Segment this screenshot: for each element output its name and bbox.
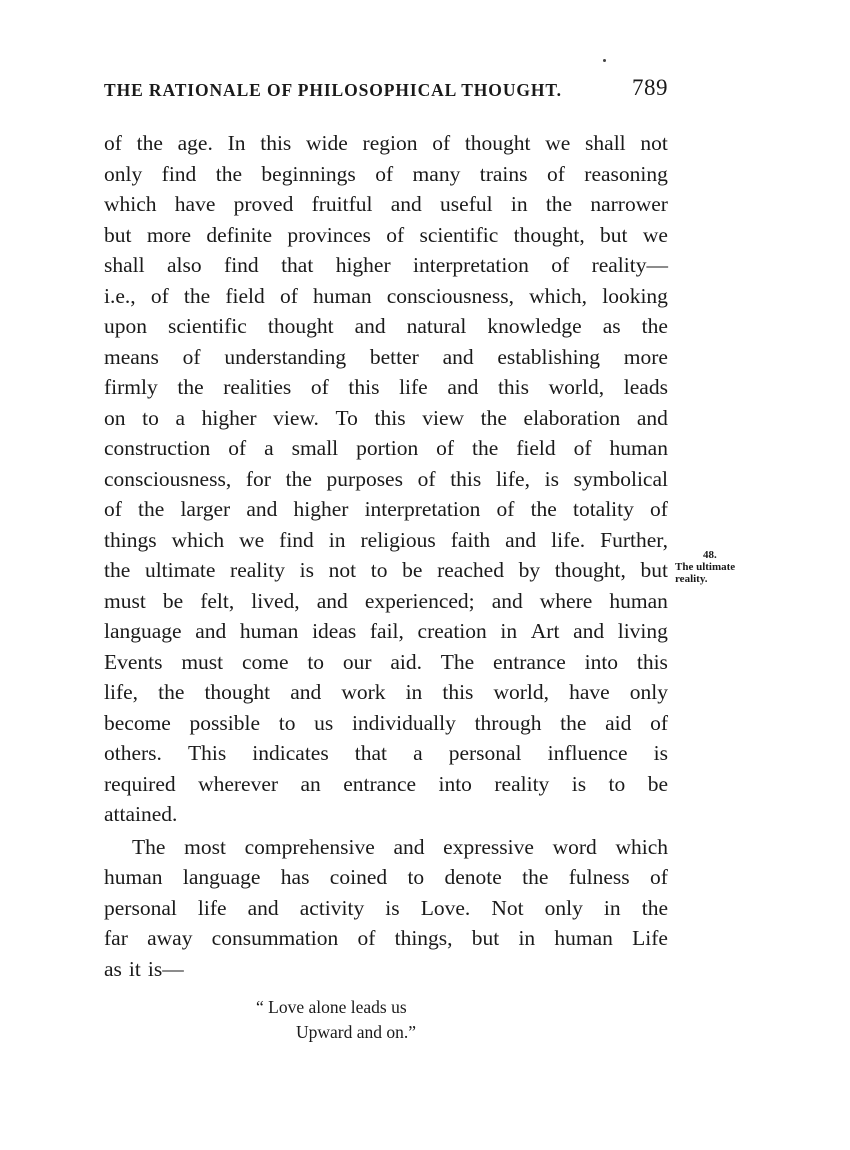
word: in xyxy=(500,619,518,643)
word: shall xyxy=(104,253,145,277)
word: thought, xyxy=(513,222,585,247)
word: living xyxy=(617,619,668,643)
word: in xyxy=(405,680,423,704)
word: the xyxy=(136,131,163,155)
word: thought xyxy=(267,314,334,338)
word: and xyxy=(246,497,278,521)
word: reasoning xyxy=(584,161,668,186)
word: life, xyxy=(104,680,139,704)
text-line xyxy=(104,647,668,678)
word: and xyxy=(505,527,537,552)
word: elaboration xyxy=(523,405,621,430)
text-line xyxy=(104,342,668,373)
word: not xyxy=(640,131,668,155)
word: the xyxy=(472,436,499,460)
word: this xyxy=(442,680,474,704)
word: this xyxy=(348,375,380,399)
text-line xyxy=(104,281,668,312)
word: far xyxy=(104,926,128,950)
word: a xyxy=(175,405,185,430)
word: world, xyxy=(493,680,550,704)
word: useful xyxy=(440,192,493,216)
word: as xyxy=(104,956,122,981)
word: entrance xyxy=(343,771,417,796)
word: of xyxy=(417,466,436,491)
word: of xyxy=(496,497,515,521)
word: life. xyxy=(551,527,586,552)
word: come xyxy=(241,649,289,674)
word: of xyxy=(279,283,298,308)
word: field xyxy=(516,436,556,460)
word: consciousness, xyxy=(104,466,232,491)
word: human xyxy=(104,865,163,889)
word: indicates xyxy=(252,741,329,765)
word: and xyxy=(442,344,474,369)
word: wide xyxy=(306,131,348,155)
word: away xyxy=(147,926,193,950)
word: by xyxy=(518,558,541,582)
text-line xyxy=(104,799,668,830)
word: faith xyxy=(450,527,491,552)
word: work xyxy=(341,680,386,704)
word: Not xyxy=(491,895,524,920)
margin-note xyxy=(675,549,765,585)
word: life xyxy=(197,895,227,920)
verse-line: “ Love alone leads us xyxy=(256,997,407,1017)
word: an xyxy=(300,771,321,796)
word: human xyxy=(609,436,668,460)
word: our xyxy=(342,649,372,674)
word: shall xyxy=(585,131,626,155)
word: region xyxy=(362,131,418,155)
word: and xyxy=(247,895,279,920)
word: this xyxy=(497,375,530,399)
word: and xyxy=(390,192,422,216)
word: where xyxy=(539,588,593,613)
word: means xyxy=(104,344,159,369)
word: more xyxy=(146,222,191,247)
word: of xyxy=(551,253,570,277)
word: larger xyxy=(180,497,231,521)
word: things xyxy=(104,527,157,552)
word: entrance xyxy=(493,649,566,674)
text-line xyxy=(104,372,668,403)
word: the xyxy=(285,466,312,491)
word: aid xyxy=(605,710,632,735)
word: which, xyxy=(529,283,588,308)
text-line xyxy=(104,586,668,617)
word: fail, xyxy=(369,619,404,643)
word: understanding xyxy=(224,344,347,369)
margin-note-number: 48. xyxy=(703,549,717,561)
word: we xyxy=(239,527,265,552)
word: of xyxy=(436,436,455,460)
text-line xyxy=(104,494,668,525)
word: of xyxy=(650,497,668,521)
word: looking xyxy=(602,283,668,308)
word: have xyxy=(569,680,610,704)
word: of xyxy=(104,497,122,521)
word: interpretation xyxy=(364,497,481,521)
page-number: 789 xyxy=(632,75,668,100)
word: influence xyxy=(547,741,628,765)
word: reality— xyxy=(591,253,668,277)
word: denote xyxy=(444,865,502,889)
word: purposes xyxy=(326,466,403,491)
word: scientific xyxy=(419,222,499,247)
word: interpretation xyxy=(413,253,529,277)
word: of xyxy=(150,283,169,308)
word: a xyxy=(413,741,423,765)
text-line xyxy=(104,923,668,954)
text-line xyxy=(104,677,668,708)
word: a xyxy=(264,436,274,460)
word: things, xyxy=(394,926,453,950)
word: coined xyxy=(329,865,388,889)
word: but xyxy=(104,222,132,247)
word: only xyxy=(104,161,143,186)
word: this xyxy=(636,649,668,674)
word: but xyxy=(640,558,668,582)
word: on xyxy=(104,405,126,430)
word: fruitful xyxy=(311,192,373,216)
text-line xyxy=(104,555,668,586)
word: is xyxy=(544,466,559,491)
word: of xyxy=(573,436,592,460)
verse-line: Upward and on.” xyxy=(296,1022,417,1042)
word: as xyxy=(602,314,621,338)
word: and xyxy=(354,314,386,338)
word: human xyxy=(313,283,372,308)
word: to xyxy=(142,405,159,430)
word: not xyxy=(328,558,357,582)
word: be xyxy=(402,558,423,582)
word: which xyxy=(171,527,225,552)
word: thought, xyxy=(554,558,626,582)
word: be xyxy=(647,771,668,796)
word: only xyxy=(629,680,668,704)
word: in xyxy=(510,192,528,216)
word: life xyxy=(399,375,428,399)
word: This xyxy=(187,741,227,765)
text-line xyxy=(104,616,668,647)
text-line xyxy=(104,893,668,924)
word: but xyxy=(600,222,628,247)
text-line xyxy=(104,189,668,220)
text-line xyxy=(104,954,668,985)
word: Events xyxy=(104,649,163,674)
word: experienced; xyxy=(364,588,475,613)
text-line xyxy=(104,311,668,342)
word: attained. xyxy=(104,802,178,826)
word: symbolical xyxy=(573,466,668,491)
word: and xyxy=(290,680,322,704)
word: this xyxy=(260,131,292,155)
word: consummation xyxy=(211,926,339,950)
word: to xyxy=(307,649,325,674)
word: provinces xyxy=(287,222,371,247)
word: most xyxy=(184,834,226,859)
word: religious xyxy=(360,527,436,552)
word: Life xyxy=(632,926,668,950)
word: of xyxy=(375,161,394,186)
word: into xyxy=(584,649,619,674)
word: is— xyxy=(147,956,184,981)
word: the xyxy=(560,710,587,735)
word: have xyxy=(174,192,216,216)
word: the xyxy=(641,314,668,338)
word: find xyxy=(161,161,197,186)
word: totality xyxy=(572,497,634,521)
word: knowledge xyxy=(487,314,582,338)
word: scientific xyxy=(168,314,247,338)
word: for xyxy=(245,466,271,491)
word: aid. xyxy=(390,649,422,674)
word: the xyxy=(183,283,211,308)
word: narrower xyxy=(590,192,668,216)
word: view xyxy=(422,405,465,430)
word: the xyxy=(158,680,185,704)
word: expressive xyxy=(443,834,534,859)
word: personal xyxy=(104,895,177,920)
word: life, xyxy=(495,466,530,491)
word: of xyxy=(432,131,451,155)
word: in xyxy=(603,895,621,920)
word: of xyxy=(386,222,405,247)
word: thought xyxy=(204,680,271,704)
word: creation xyxy=(417,619,487,643)
word: and xyxy=(393,834,425,859)
word: ultimate xyxy=(144,558,216,582)
word: more xyxy=(623,344,668,369)
word: we xyxy=(642,222,668,247)
word: The xyxy=(132,834,166,859)
word: In xyxy=(227,131,246,155)
word: is xyxy=(385,895,400,920)
word: wherever xyxy=(198,771,279,796)
word: the xyxy=(641,895,668,920)
word: others. xyxy=(104,741,162,765)
word: the xyxy=(138,497,165,521)
word: possible xyxy=(189,710,261,735)
text-line xyxy=(104,738,668,769)
word: To xyxy=(335,405,358,430)
word: and xyxy=(573,619,605,643)
word: individually xyxy=(351,710,456,735)
word: human xyxy=(609,588,668,613)
word: felt, xyxy=(200,588,235,613)
word: proved xyxy=(233,192,294,216)
word: is xyxy=(299,558,314,582)
word: and xyxy=(636,405,668,430)
word: the xyxy=(545,192,573,216)
word: world, xyxy=(548,375,605,399)
word: thought xyxy=(464,131,531,155)
word: this xyxy=(450,466,482,491)
word: must xyxy=(181,649,224,674)
word: find xyxy=(279,527,314,552)
word: firmly xyxy=(104,375,158,399)
word: be xyxy=(162,588,184,613)
word: small xyxy=(291,436,339,460)
word: in xyxy=(518,926,536,950)
text-line xyxy=(104,250,668,281)
word: natural xyxy=(406,314,467,338)
word: of xyxy=(357,926,376,950)
word: consciousness, xyxy=(386,283,514,308)
word: of xyxy=(650,710,668,735)
word: lived, xyxy=(251,588,300,613)
word: Love. xyxy=(420,895,471,920)
word: reality xyxy=(230,558,285,582)
word: in xyxy=(328,527,346,552)
word: construction xyxy=(104,436,211,460)
word: through xyxy=(474,710,542,735)
word: age. xyxy=(177,131,213,155)
word: which xyxy=(104,192,157,216)
word: required xyxy=(104,771,176,796)
word: which xyxy=(615,834,668,859)
word: the xyxy=(480,405,507,430)
word: word xyxy=(552,834,597,859)
word: human xyxy=(239,619,299,643)
word: beginnings xyxy=(261,161,356,186)
word: us xyxy=(314,710,334,735)
word: of xyxy=(228,436,247,460)
word: field xyxy=(225,283,265,308)
word: ideas xyxy=(312,619,357,643)
text-line xyxy=(104,832,668,863)
text-line xyxy=(104,862,668,893)
word: language xyxy=(182,865,261,889)
word: only xyxy=(544,895,583,920)
word: leads xyxy=(623,375,668,399)
word: that xyxy=(354,741,388,765)
word: to xyxy=(407,865,425,889)
word: upon xyxy=(104,314,147,338)
word: and xyxy=(195,619,227,643)
word: the xyxy=(522,865,549,889)
margin-note-line: The ultimate xyxy=(675,561,736,573)
word: language xyxy=(104,619,182,643)
word: into xyxy=(438,771,472,796)
word: of xyxy=(182,344,201,369)
word: to xyxy=(278,710,296,735)
word: better xyxy=(369,344,419,369)
word: the xyxy=(177,375,204,399)
header-title: THE RATIONALE OF PHILOSOPHICAL THOUGHT. xyxy=(104,80,562,100)
word: and xyxy=(316,588,348,613)
word: trains xyxy=(479,161,528,186)
margin-note-line: reality. xyxy=(675,573,708,585)
word: portion xyxy=(356,436,419,460)
word: must xyxy=(104,588,146,613)
word: of xyxy=(104,131,122,155)
word: is xyxy=(653,741,668,765)
word: Further, xyxy=(600,527,668,552)
word: many xyxy=(412,161,461,186)
text-line xyxy=(104,220,668,251)
verse-quotation xyxy=(256,995,416,1045)
word: has xyxy=(280,865,310,889)
word: of xyxy=(546,161,565,186)
text-line xyxy=(104,708,668,739)
word: the xyxy=(104,558,131,582)
word: but xyxy=(471,926,500,950)
word: is xyxy=(571,771,587,796)
word: higher xyxy=(293,497,349,521)
print-speck xyxy=(603,59,606,62)
word: i.e., xyxy=(104,283,136,308)
word: this xyxy=(374,405,406,430)
body-text xyxy=(104,128,668,984)
text-line xyxy=(104,769,668,800)
word: to xyxy=(608,771,626,796)
word: view. xyxy=(273,405,319,430)
text-line xyxy=(104,128,668,159)
word: reality xyxy=(494,771,550,796)
word: of xyxy=(650,865,668,889)
word: we xyxy=(545,131,571,155)
text-line xyxy=(104,403,668,434)
word: find xyxy=(224,253,259,277)
word: The xyxy=(440,649,475,674)
word: that xyxy=(281,253,314,277)
word: Art xyxy=(530,619,560,643)
word: and xyxy=(491,588,523,613)
word: the xyxy=(530,497,557,521)
word: it xyxy=(128,956,141,981)
word: higher xyxy=(201,405,257,430)
word: higher xyxy=(335,253,391,277)
text-line xyxy=(104,464,668,495)
word: of xyxy=(310,375,329,399)
word: activity xyxy=(299,895,365,920)
word: become xyxy=(104,710,171,735)
word: personal xyxy=(448,741,522,765)
running-header xyxy=(104,76,670,106)
word: fulness xyxy=(568,865,630,889)
word: the xyxy=(215,161,242,186)
word: also xyxy=(167,253,202,277)
word: establishing xyxy=(497,344,601,369)
word: reached xyxy=(437,558,504,582)
word: definite xyxy=(206,222,272,247)
word: realities xyxy=(223,375,292,399)
word: comprehensive xyxy=(244,834,375,859)
word: and xyxy=(447,375,479,399)
text-line xyxy=(104,159,668,190)
text-line xyxy=(104,525,668,556)
word: to xyxy=(370,558,388,582)
word: human xyxy=(554,926,613,950)
text-line xyxy=(104,433,668,464)
